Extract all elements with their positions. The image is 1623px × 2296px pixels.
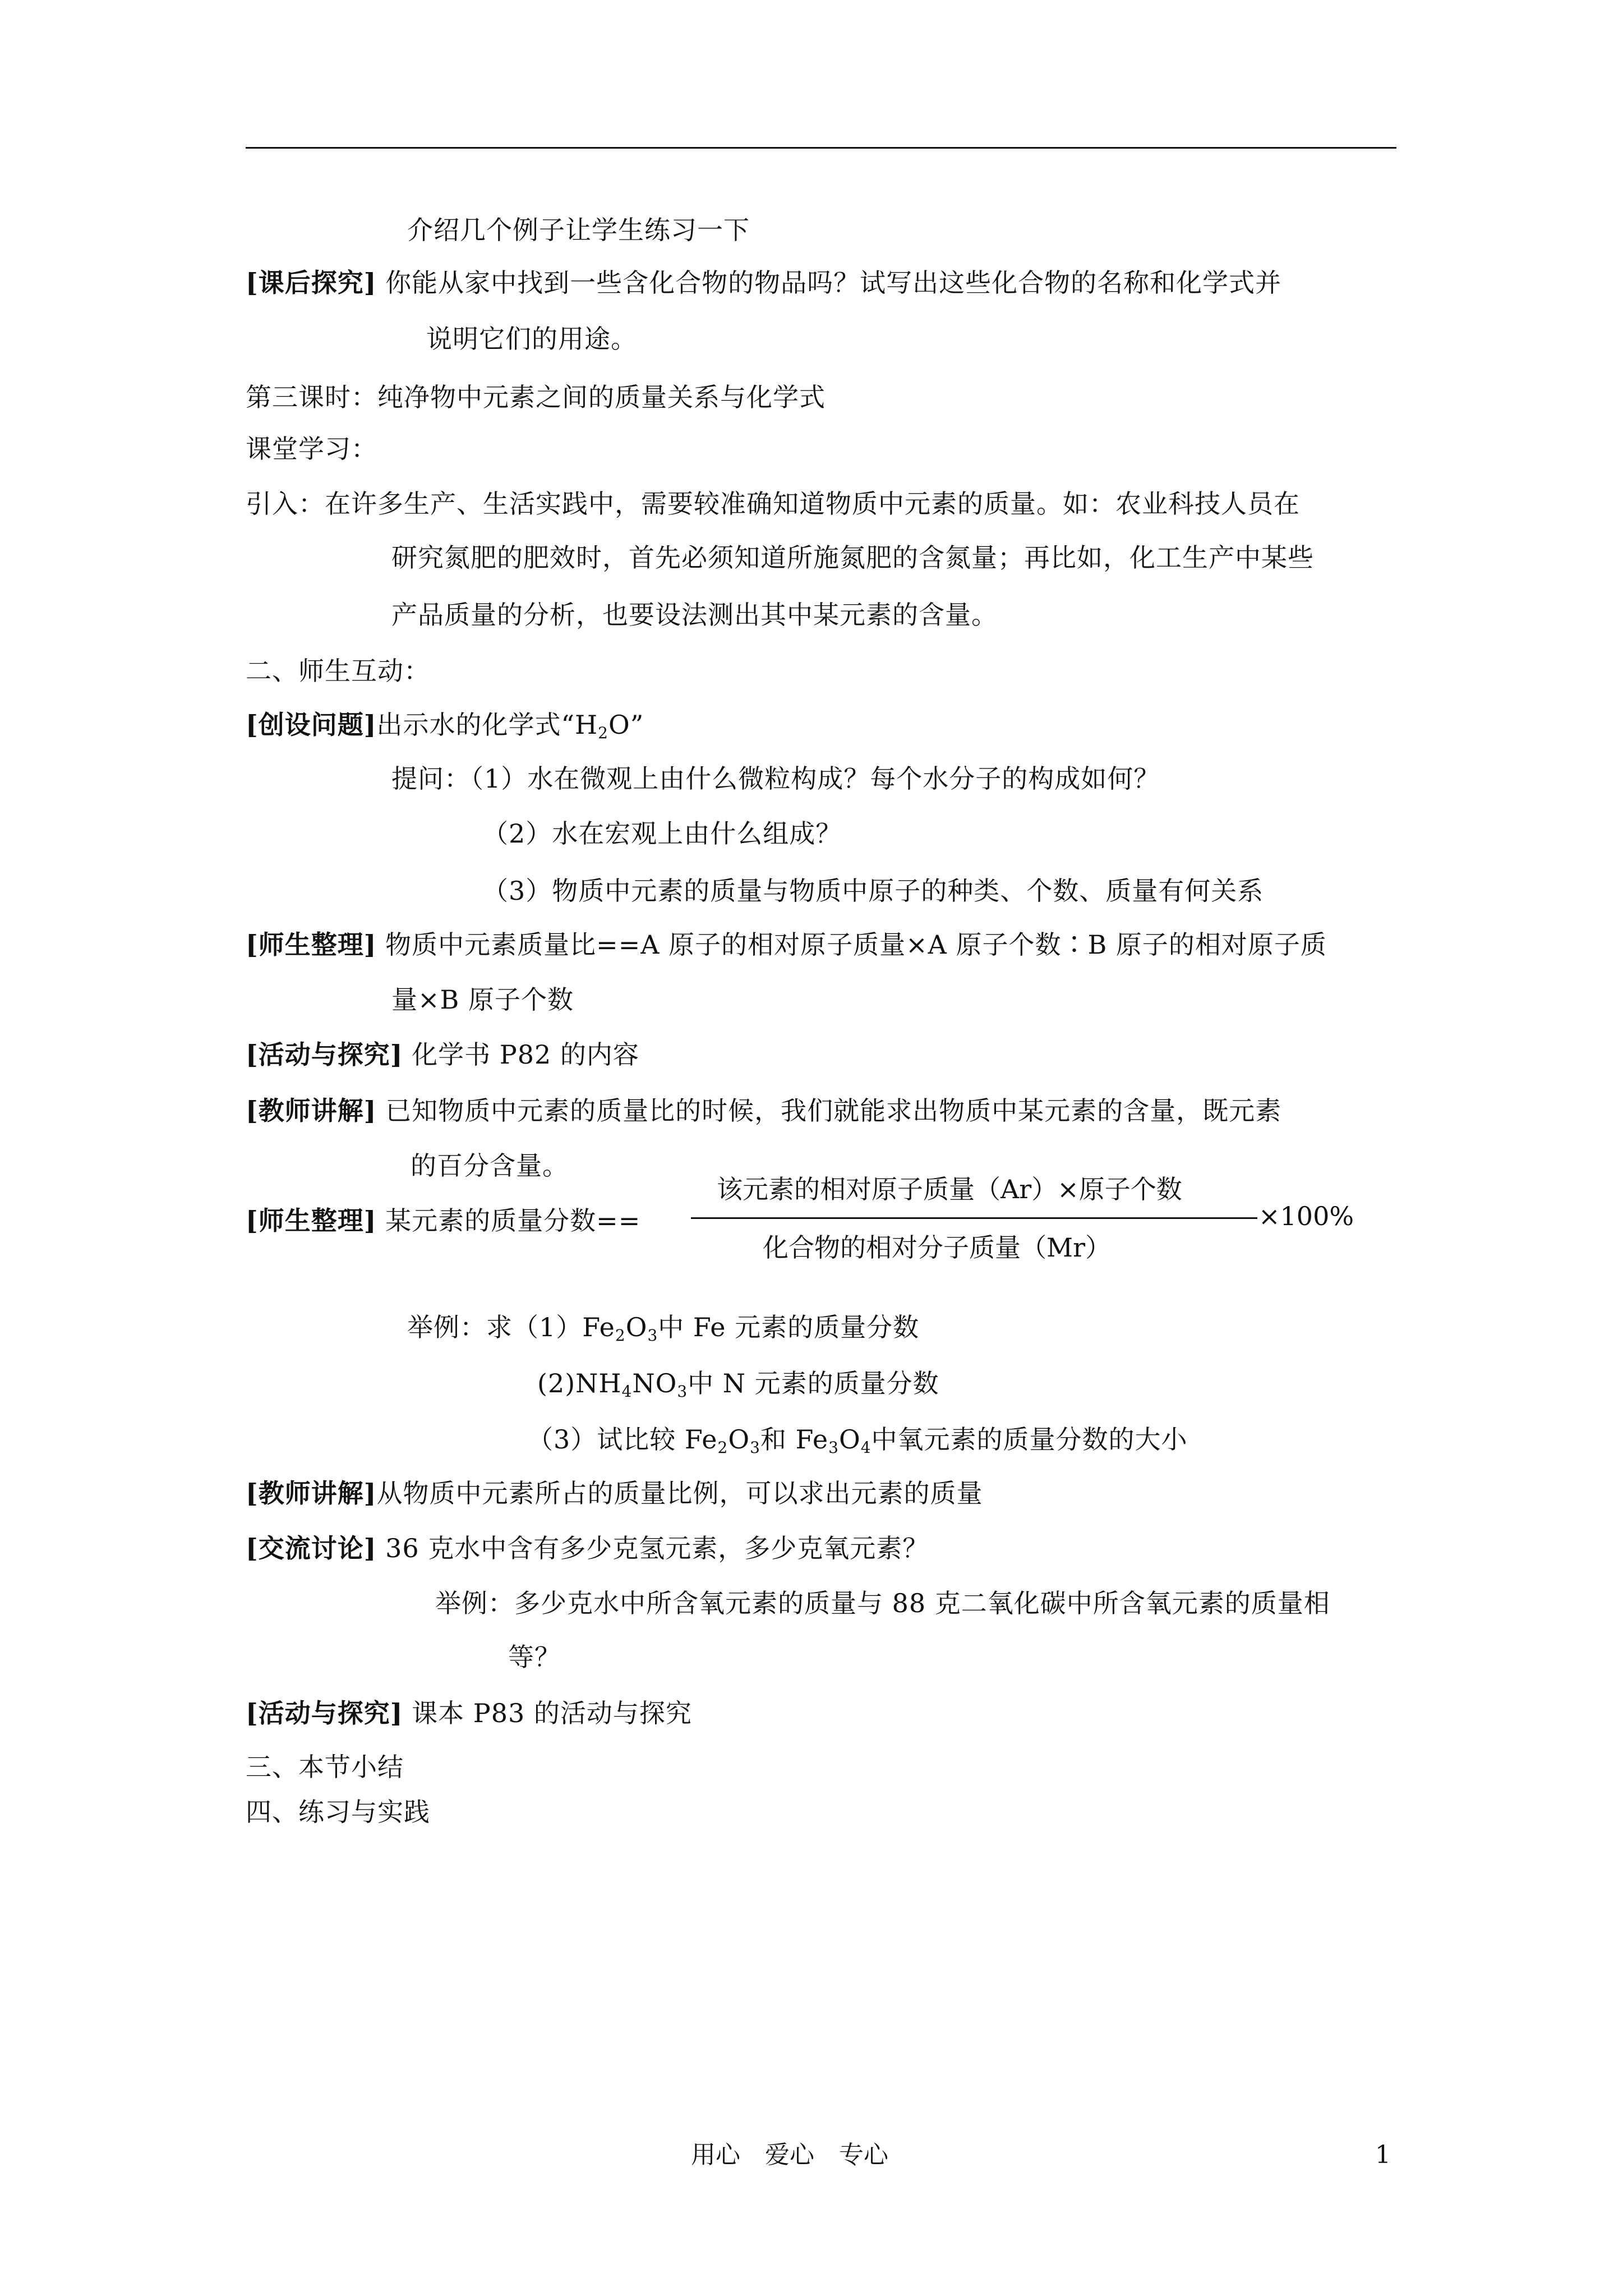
line-text: 举例：求（1）Fe <box>407 1312 615 1342</box>
formula-fraction-bar <box>691 1217 1257 1219</box>
line-text: 中氧元素的质量分数的大小 <box>871 1424 1188 1455</box>
line-text: 出示水的化学式“H <box>376 710 598 740</box>
text-line: 的百分含量。 <box>411 1151 569 1181</box>
subscript: 2 <box>615 1326 626 1345</box>
formula-multiplier: ×100% <box>1258 1201 1354 1231</box>
formula-numerator: 该元素的相对原子质量（Ar）×原子个数 <box>717 1174 1182 1204</box>
text-line <box>246 1476 983 1510</box>
section-tag: [活动与探究] <box>246 1698 403 1728</box>
line-text: O <box>728 1424 750 1455</box>
line-text: O” <box>608 710 644 740</box>
text-line <box>246 1204 640 1237</box>
text-line <box>246 1531 929 1565</box>
subscript: 3 <box>677 1382 688 1401</box>
line-text: 和 Fe <box>760 1424 829 1455</box>
section-tag: [创设问题] <box>246 710 377 740</box>
text-line: 等？ <box>508 1642 561 1672</box>
page-number: 1 <box>1375 2141 1391 2169</box>
section-tag: [教师讲解] <box>246 1096 377 1126</box>
subscript: 2 <box>598 724 608 742</box>
text-line: 产品质量的分析，也要设法测出其中某元素的含量。 <box>391 600 998 630</box>
text-line <box>246 266 1281 300</box>
text-line <box>246 1696 692 1730</box>
subscript: 4 <box>860 1438 872 1457</box>
footer-slogan: 用心 爱心 专心 <box>691 2141 888 2169</box>
section-heading: 三、本节小结 <box>246 1752 404 1782</box>
line-text: 已知物质中元素的质量比的时候，我们就能求出物质中某元素的含量，既元素 <box>385 1096 1282 1126</box>
text-line: 举例：多少克水中所含氧元素的质量与 88 克二氧化碳中所含氧元素的质量相 <box>435 1588 1330 1618</box>
lesson-heading: 第三课时：纯净物中元素之间的质量关系与化学式 <box>246 382 826 412</box>
section-heading: 四、练习与实践 <box>246 1797 430 1827</box>
line-text: (2)NH <box>537 1368 622 1398</box>
header-rule <box>246 147 1396 149</box>
subscript: 3 <box>750 1438 760 1457</box>
text-line: 说明它们的用途。 <box>426 324 637 354</box>
subscript: 3 <box>828 1438 839 1457</box>
text-line <box>246 1038 639 1071</box>
line-text: 中 N 元素的质量分数 <box>688 1368 939 1398</box>
line-text: 某元素的质量分数== <box>385 1205 641 1236</box>
text-line: 量×B 原子个数 <box>391 984 574 1015</box>
section-tag: [师生整理] <box>246 930 377 960</box>
text-line <box>246 1094 1281 1128</box>
line-text: 36 克水中含有多少克氢元素，多少克氧元素？ <box>385 1533 929 1563</box>
text-line <box>407 1310 919 1344</box>
text-line: （2）水在宏观上由什么组成？ <box>482 818 842 849</box>
line-text: 你能从家中找到一些含化合物的物品吗？试写出这些化合物的名称和化学式并 <box>385 268 1282 298</box>
text-line: 引入：在许多生产、生活实践中，需要较准确知道物质中元素的质量。如：农业科技人员在 <box>246 489 1300 519</box>
text-line <box>537 1366 939 1400</box>
section-tag: [教师讲解] <box>246 1478 377 1508</box>
line-text: 课本 P83 的活动与探究 <box>412 1698 692 1728</box>
text-line: 提问：（1）水在微观上由什么微粒构成？每个水分子的构成如何？ <box>391 763 1160 794</box>
text-line: （3）物质中元素的质量与物质中原子的种类、个数、质量有何关系 <box>482 876 1264 906</box>
line-text: 从物质中元素所占的质量比例，可以求出元素的质量 <box>376 1478 983 1508</box>
section-tag: [师生整理] <box>246 1205 377 1236</box>
line-text: O <box>625 1312 648 1342</box>
line-text: NO <box>632 1368 677 1398</box>
section-tag: [活动与探究] <box>246 1039 403 1070</box>
section-tag: [交流讨论] <box>246 1533 377 1563</box>
section-tag: [课后探究] <box>246 268 377 298</box>
text-line <box>246 708 644 742</box>
subscript: 4 <box>621 1382 633 1401</box>
line-text: 化学书 P82 的内容 <box>412 1039 639 1070</box>
line-text: （3）试比较 Fe <box>527 1424 718 1455</box>
text-line: 课堂学习： <box>246 434 377 464</box>
section-heading: 二、师生互动： <box>246 656 430 686</box>
line-text: O <box>838 1424 861 1455</box>
subscript: 3 <box>647 1326 658 1345</box>
text-line <box>246 928 1327 961</box>
text-line <box>527 1423 1188 1456</box>
line-text: 中 Fe 元素的质量分数 <box>658 1312 920 1342</box>
line-text: 物质中元素质量比==A 原子的相对原子质量×A 原子个数∶B 原子的相对原子质 <box>385 930 1327 960</box>
text-line: 研究氮肥的肥效时，首先必须知道所施氮肥的含氮量；再比如，化工生产中某些 <box>391 542 1314 573</box>
subscript: 2 <box>717 1438 728 1457</box>
formula-denominator: 化合物的相对分子质量（Mr） <box>763 1232 1112 1263</box>
text-line: 介绍几个例子让学生练习一下 <box>407 215 750 245</box>
